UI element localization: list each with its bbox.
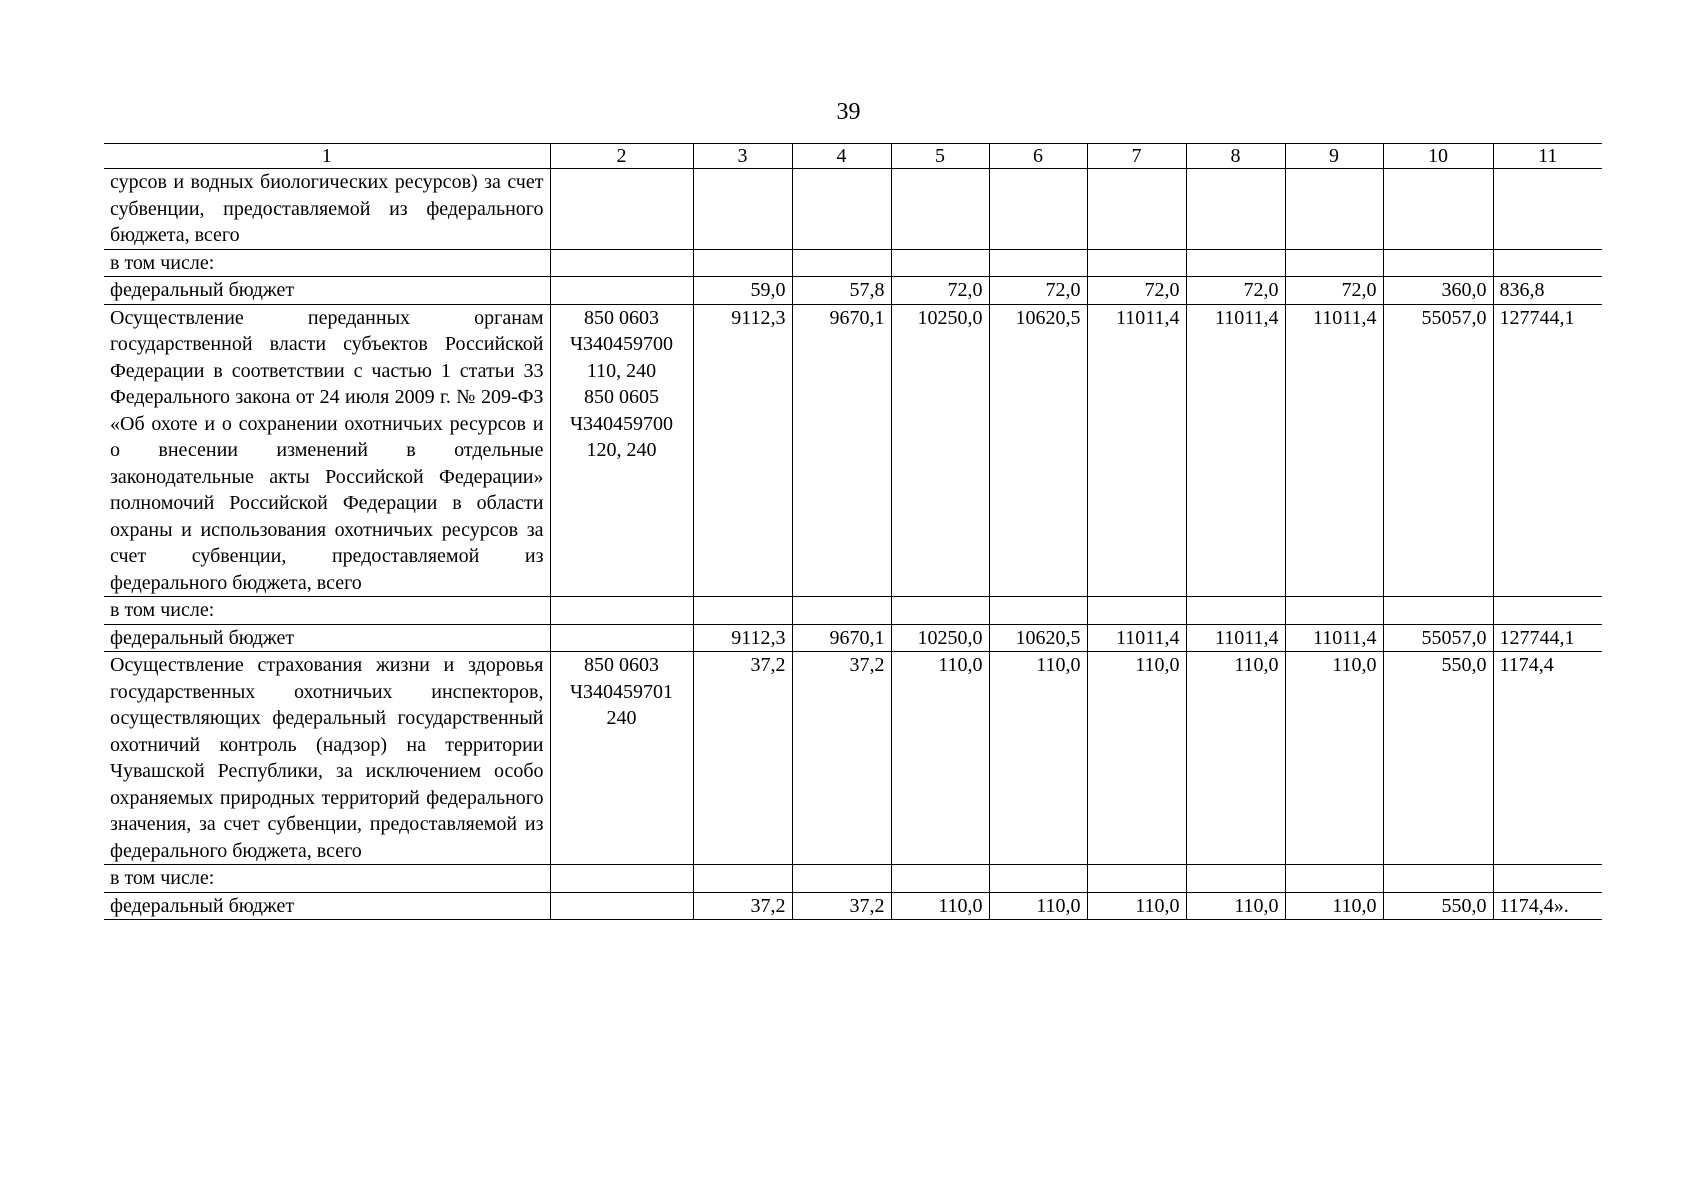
value-cell: 10250,0 [891, 624, 989, 652]
row-description: федеральный бюджет [104, 277, 550, 305]
page-number: 39 [836, 99, 861, 125]
value-cell [1285, 865, 1383, 893]
table-row [104, 597, 1602, 625]
table-row [104, 624, 1602, 652]
value-cell [1186, 249, 1285, 277]
budget-classification-code [550, 169, 693, 250]
value-cell: 9112,3 [693, 624, 792, 652]
value-cell: 110,0 [1285, 652, 1383, 865]
value-cell: 110,0 [1087, 652, 1186, 865]
value-cell [792, 597, 891, 625]
table-row [104, 892, 1602, 920]
value-cell: 59,0 [693, 277, 792, 305]
value-cell [891, 169, 989, 250]
value-cell [989, 865, 1087, 893]
value-cell [1186, 169, 1285, 250]
value-cell: 110,0 [891, 892, 989, 920]
row-description: сурсов и водных биологических ресурсов) за счет субвенции, предоставляемой из федерального бюджета, всего [104, 169, 550, 250]
value-cell: 550,0 [1383, 892, 1493, 920]
value-cell [1493, 865, 1602, 893]
value-cell: 9112,3 [693, 304, 792, 597]
value-cell: 110,0 [1186, 652, 1285, 865]
value-cell: 72,0 [1087, 277, 1186, 305]
value-cell [1383, 169, 1493, 250]
value-cell: 11011,4 [1087, 304, 1186, 597]
header-cell: 6 [989, 144, 1087, 169]
value-cell: 72,0 [989, 277, 1087, 305]
value-cell [1383, 597, 1493, 625]
value-cell [1493, 249, 1602, 277]
row-description: федеральный бюджет [104, 624, 550, 652]
header-cell: 8 [1186, 144, 1285, 169]
value-cell [792, 249, 891, 277]
value-cell: 11011,4 [1285, 304, 1383, 597]
value-cell: 550,0 [1383, 652, 1493, 865]
value-cell: 11011,4 [1186, 304, 1285, 597]
table-body [104, 144, 1602, 920]
value-cell: 72,0 [1186, 277, 1285, 305]
value-cell: 10620,5 [989, 624, 1087, 652]
budget-classification-code: 850 0603 Ч340459700 110, 240 850 0605 Ч340459700 120, 240 [550, 304, 693, 597]
value-cell [1087, 597, 1186, 625]
header-cell: 4 [792, 144, 891, 169]
budget-classification-code [550, 624, 693, 652]
value-cell: 37,2 [792, 892, 891, 920]
table-row [104, 249, 1602, 277]
value-cell: 110,0 [989, 892, 1087, 920]
row-description: в том числе: [104, 865, 550, 893]
value-cell [1383, 865, 1493, 893]
table-row [104, 865, 1602, 893]
value-cell [1087, 169, 1186, 250]
value-cell: 37,2 [693, 652, 792, 865]
row-description: Осуществление переданных органам государственной власти субъектов Российской Федерации в соответствии с частью 1 статьи 33 Федерального закона от 24 июля 2009 г. № 209-ФЗ «Об охоте и о сохранении охотничьих ресурсов и о внесении изменений в отдельные законодательные акты Российской Федерации» полномочий Российской Федерации в области охраны и использования охотничьих ресурсов за счет субвенции, предоставляемой из федерального бюджета, всего [104, 304, 550, 597]
row-description: Осуществление страхования жизни и здоровья государственных охотничьих инспекторов, осуществляющих федеральный государственный охотничий контроль (надзор) на территории Чувашской Республики, за исключением особо охраняемых природных территорий федерального значения, за счет субвенции, предоставляемой из федерального бюджета, всего [104, 652, 550, 865]
value-cell: 72,0 [1285, 277, 1383, 305]
value-cell [1285, 169, 1383, 250]
value-cell: 110,0 [1285, 892, 1383, 920]
value-cell [1493, 169, 1602, 250]
value-cell: 110,0 [891, 652, 989, 865]
value-cell: 110,0 [1186, 892, 1285, 920]
value-cell: 360,0 [1383, 277, 1493, 305]
budget-classification-code [550, 597, 693, 625]
budget-classification-code [550, 892, 693, 920]
value-cell [693, 249, 792, 277]
value-cell: 11011,4 [1087, 624, 1186, 652]
value-cell [792, 169, 891, 250]
budget-classification-code [550, 277, 693, 305]
value-cell [792, 865, 891, 893]
value-cell: 11011,4 [1285, 624, 1383, 652]
header-cell: 3 [693, 144, 792, 169]
value-cell: 110,0 [989, 652, 1087, 865]
value-cell [1186, 865, 1285, 893]
header-row [104, 144, 1602, 169]
value-cell: 10250,0 [891, 304, 989, 597]
budget-classification-code: 850 0603 Ч340459701 240 [550, 652, 693, 865]
header-cell: 10 [1383, 144, 1493, 169]
value-cell: 127744,1 [1493, 304, 1602, 597]
header-cell: 11 [1493, 144, 1602, 169]
table-row [104, 277, 1602, 305]
budget-classification-code [550, 249, 693, 277]
value-cell: 37,2 [693, 892, 792, 920]
header-cell: 9 [1285, 144, 1383, 169]
value-cell: 1174,4 [1493, 652, 1602, 865]
budget-classification-code [550, 865, 693, 893]
table-row [104, 304, 1602, 597]
value-cell: 836,8 [1493, 277, 1602, 305]
row-description: в том числе: [104, 597, 550, 625]
value-cell [989, 169, 1087, 250]
value-cell: 9670,1 [792, 304, 891, 597]
value-cell [989, 249, 1087, 277]
value-cell [1087, 249, 1186, 277]
header-cell: 2 [550, 144, 693, 169]
value-cell [989, 597, 1087, 625]
value-cell: 127744,1 [1493, 624, 1602, 652]
value-cell: 57,8 [792, 277, 891, 305]
value-cell: 9670,1 [792, 624, 891, 652]
value-cell [1087, 865, 1186, 893]
value-cell [891, 597, 989, 625]
value-cell [891, 865, 989, 893]
value-cell [1383, 249, 1493, 277]
value-cell: 10620,5 [989, 304, 1087, 597]
row-description: в том числе: [104, 249, 550, 277]
budget-table [104, 143, 1602, 920]
value-cell [1285, 597, 1383, 625]
value-cell: 55057,0 [1383, 304, 1493, 597]
value-cell [891, 249, 989, 277]
value-cell [693, 597, 792, 625]
value-cell [1285, 249, 1383, 277]
header-cell: 1 [104, 144, 550, 169]
value-cell [1493, 597, 1602, 625]
value-cell [1186, 597, 1285, 625]
value-cell: 72,0 [891, 277, 989, 305]
value-cell: 55057,0 [1383, 624, 1493, 652]
value-cell: 11011,4 [1186, 624, 1285, 652]
header-cell: 5 [891, 144, 989, 169]
header-cell: 7 [1087, 144, 1186, 169]
value-cell [693, 169, 792, 250]
table-row [104, 169, 1602, 250]
value-cell: 1174,4». [1493, 892, 1602, 920]
table-row [104, 652, 1602, 865]
value-cell: 37,2 [792, 652, 891, 865]
value-cell: 110,0 [1087, 892, 1186, 920]
value-cell [693, 865, 792, 893]
row-description: федеральный бюджет [104, 892, 550, 920]
